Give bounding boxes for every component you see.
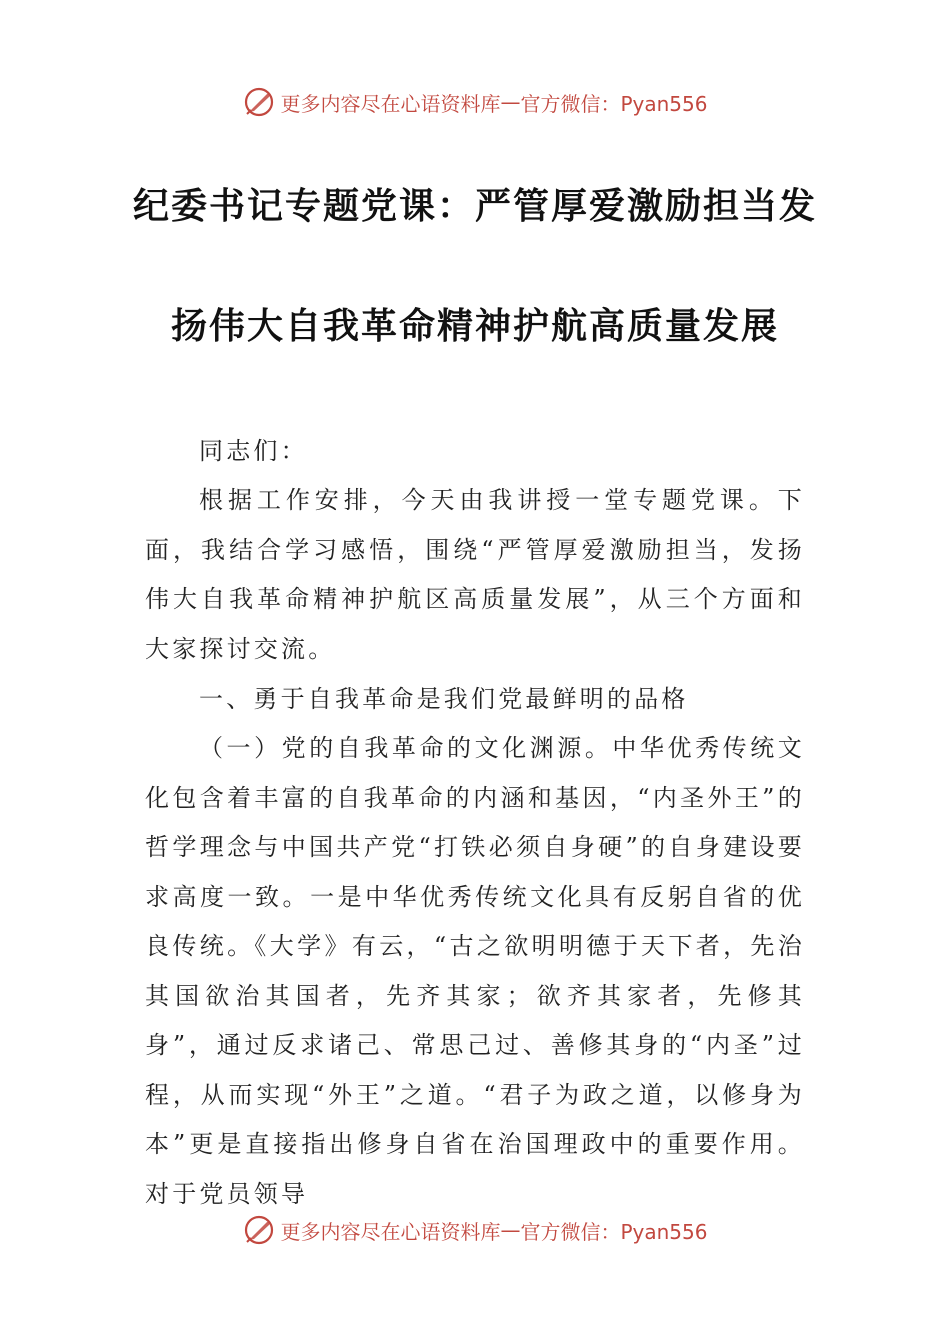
document-title-line-1: 纪委书记专题党课：严管厚爱激励担当发	[132, 185, 817, 227]
watermark-wechat-text: 官方微信：Pyan556	[520, 91, 708, 116]
watermark-wechat-text: 官方微信：Pyan556	[520, 1219, 708, 1244]
salutation: 同志们：	[199, 437, 308, 465]
watermark-separator: —	[500, 1218, 521, 1242]
watermark-separator: —	[500, 90, 521, 114]
document-title-line-2: 扬伟大自我革命精神护航高质量发展	[170, 305, 779, 347]
section-1-subsection-1: （一）党的自我革命的文化渊源。中华优秀传统文化包含着丰富的自我革命的内涵和基因，“内圣外王”的哲学理念与中国共产党“打铁必须自身硬”的自身建设要求高度一致。一是中华优秀传统文化具有反躬自省的优良传统。《大学》有云，“古之欲明明德于天下者，先治其国欲治其国者，先齐其家；欲齐其家者，先修其身”，通过反求诸己、常思己过、善修其身的“内圣”过程，从而实现“外王”之道。“君子为政之道，以修身为本”更是直接指出修身自省在治国理政中的重要作用。对于党员领导	[145, 734, 805, 1208]
quill-logo-icon	[242, 1213, 276, 1247]
intro-paragraph: 根据工作安排，今天由我讲授一堂专题党课。下面，我结合学习感悟，围绕“严管厚爱激励担当，发扬伟大自我革命精神护航区高质量发展”，从三个方面和大家探讨交流。	[145, 486, 805, 663]
quill-logo-icon	[242, 85, 276, 119]
watermark-brand-text: 更多内容尽在心语资料库	[280, 91, 501, 116]
section-1-heading: 一、勇于自我革命是我们党最鲜明的品格	[199, 685, 689, 713]
watermark-banner-top	[0, 82, 950, 122]
watermark-banner-bottom	[0, 1210, 950, 1250]
watermark-brand-text: 更多内容尽在心语资料库	[280, 1219, 501, 1244]
